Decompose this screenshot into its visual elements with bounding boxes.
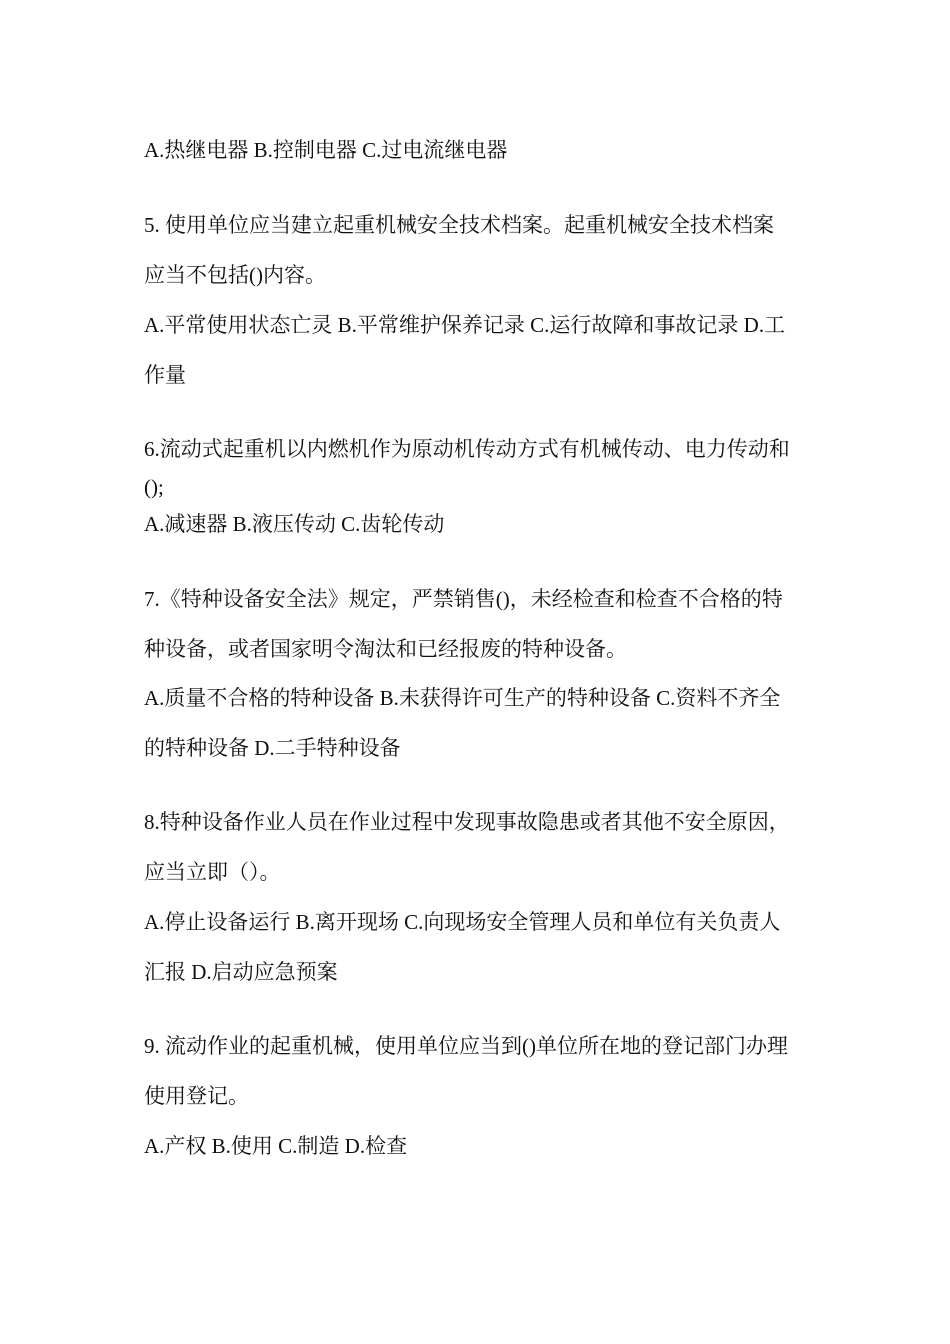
- q5-text-line-1: 5. 使用单位应当建立起重机械安全技术档案。起重机械安全技术档案: [144, 213, 774, 237]
- q5-options-line-2: 作量: [144, 363, 186, 387]
- q6-options: A.减速器 B.液压传动 C.齿轮传动: [144, 512, 445, 536]
- q5-text-line-2: 应当不包括()内容。: [144, 263, 326, 287]
- q6-text-line-1: 6.流动式起重机以内燃机作为原动机传动方式有机械传动、电力传动和: [144, 437, 790, 461]
- q8-text-line-2: 应当立即（）。: [144, 860, 281, 884]
- q8-options-line-2: 汇报 D.启动应急预案: [144, 960, 338, 984]
- q8-text-line-1: 8.特种设备作业人员在作业过程中发现事故隐患或者其他不安全原因，: [144, 810, 790, 834]
- q8-options-line-1: A.停止设备运行 B.离开现场 C.向现场安全管理人员和单位有关负责人: [144, 910, 781, 934]
- q4-options: A.热继电器 B.控制电器 C.过电流继电器: [144, 138, 508, 162]
- q7-options-line-1: A.质量不合格的特种设备 B.未获得许可生产的特种设备 C.资料不齐全: [144, 686, 781, 710]
- q9-text-line-2: 使用登记。: [144, 1084, 249, 1108]
- q7-text-line-2: 种设备，或者国家明令淘汰和已经报废的特种设备。: [144, 637, 627, 661]
- q6-text-line-2: ();: [144, 475, 164, 499]
- q9-text-line-1: 9. 流动作业的起重机械，使用单位应当到()单位所在地的登记部门办理: [144, 1034, 788, 1058]
- q7-options-line-2: 的特种设备 D.二手特种设备: [144, 736, 401, 760]
- q7-text-line-1: 7.《特种设备安全法》规定，严禁销售()，未经检查和检查不合格的特: [144, 587, 783, 611]
- q5-options-line-1: A.平常使用状态亡灵 B.平常维护保养记录 C.运行故障和事故记录 D.工: [144, 313, 786, 337]
- q9-options: A.产权 B.使用 C.制造 D.检查: [144, 1134, 408, 1158]
